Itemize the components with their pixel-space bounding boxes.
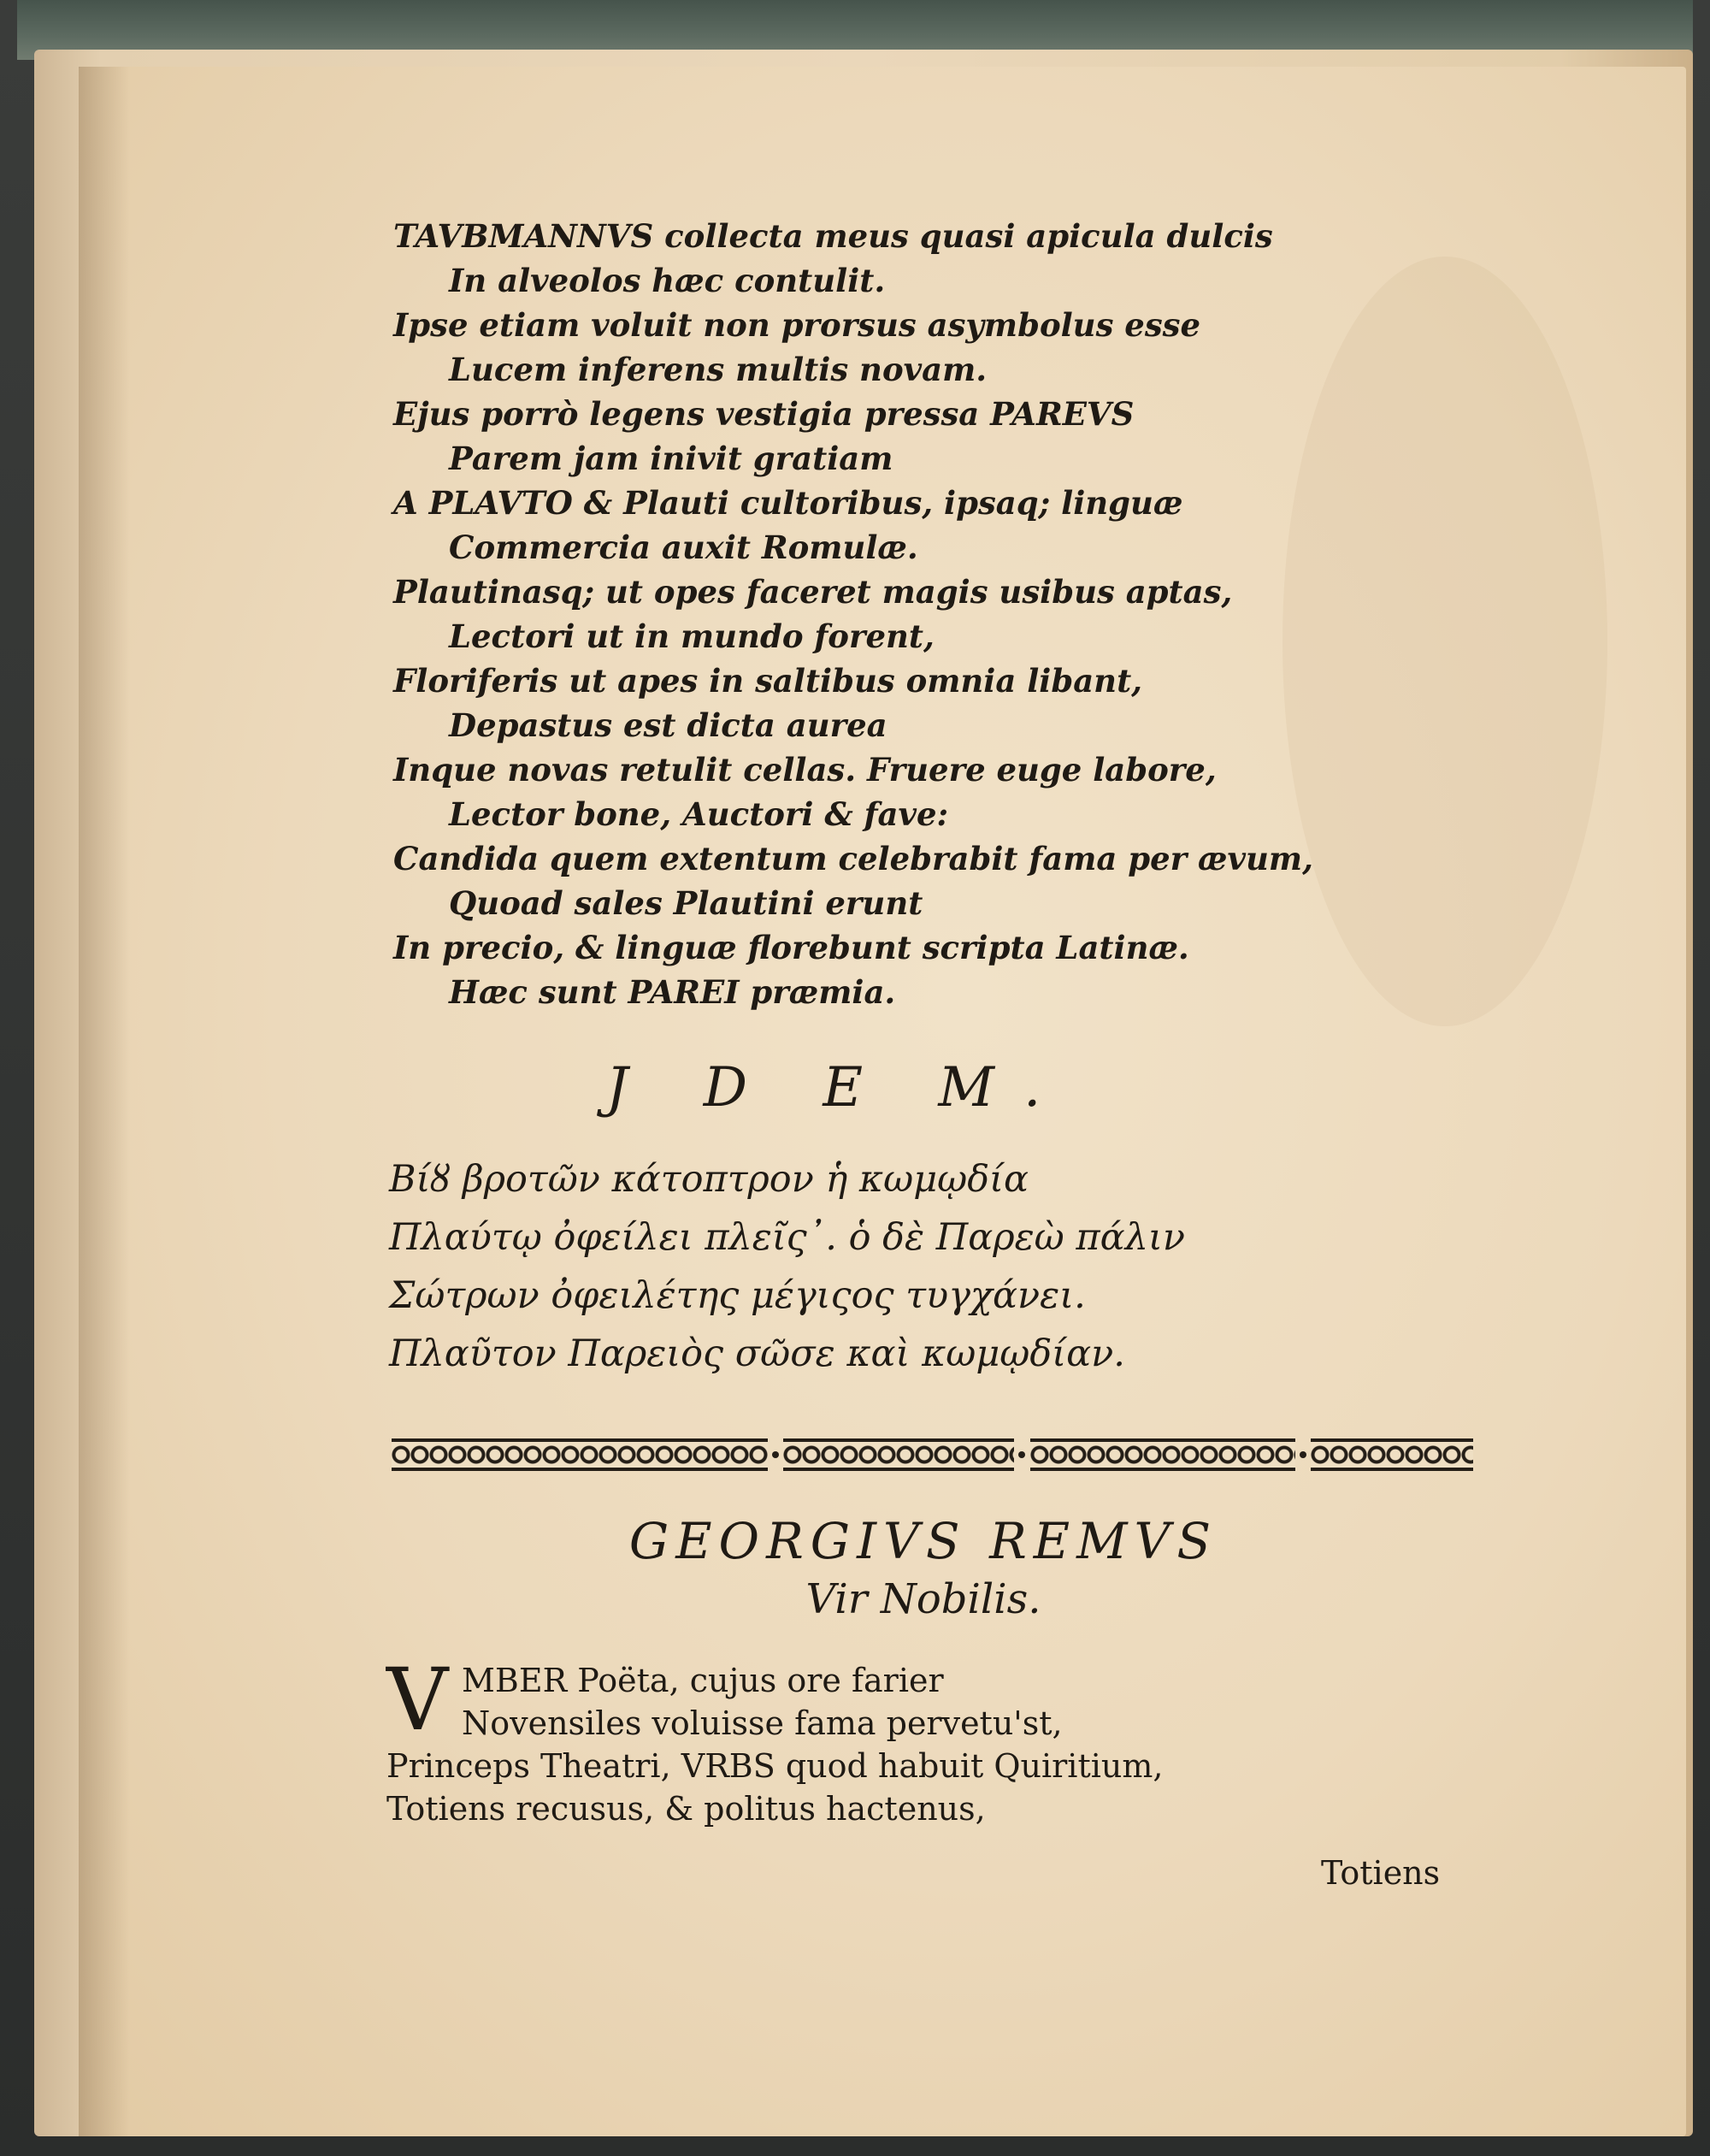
greek-line: Πλαῦτον Παρειὸς σῶσε καὶ κωμῳδίαν.	[389, 1332, 1125, 1375]
poem-line: Commercia auxit Romulæ.	[449, 529, 918, 566]
poem-line: Plautinasq; ut opes faceret magis usibus aptas,	[393, 573, 1233, 611]
catchword: Totiens	[1321, 1854, 1441, 1892]
ornamental-divider	[392, 1437, 1473, 1473]
poem-line: Hæc sunt PAREI præmia.	[449, 973, 896, 1011]
idem-heading: J D E M.	[605, 1056, 1070, 1119]
greek-line: Βίȣ βροτῶν κάτοπτρον ἡ κωμῳδία	[389, 1158, 1029, 1201]
latin-poem	[393, 214, 1313, 1014]
poem-line: Candida quem extentum celebrabit fama per ævum,	[393, 840, 1313, 877]
poem-line: Ejus porrò legens vestigia pressa PAREVS	[393, 395, 1135, 433]
ornament-dot	[772, 1451, 779, 1458]
poem-line: Parem jam inivit gratiam	[449, 440, 893, 477]
greek-line: Σώτρων ὀφειλέτης μέγιςος τυγχάνει.	[389, 1274, 1086, 1317]
ornament-band	[783, 1438, 1014, 1471]
author-subtitle: Vir Nobilis.	[805, 1575, 1041, 1623]
poem-line: Novensiles voluisse fama pervetu'st,	[462, 1704, 1063, 1742]
poem-line: Princeps Theatri, VRBS quod habuit Quiritium,	[386, 1747, 1164, 1785]
greek-epigram	[389, 1150, 1330, 1383]
author-name: GEORGIVS REMVS	[628, 1512, 1218, 1570]
paper-stain	[1282, 257, 1607, 1026]
author-heading	[513, 1509, 1334, 1626]
poem-line: A PLAVTO & Plauti cultoribus, ipsaq; linguæ	[393, 484, 1183, 522]
poem-line: Quoad sales Plautini erunt	[449, 884, 923, 922]
ornament-band	[1311, 1438, 1473, 1471]
poem-line: Lectori ut in mundo forent,	[449, 617, 935, 655]
poem-line: Inque novas retulit cellas. Fruere euge labore,	[393, 751, 1217, 789]
poem-line: Totiens recusus, & politus hactenus,	[386, 1790, 986, 1828]
drop-cap: V	[386, 1650, 449, 1750]
roman-poem	[386, 1650, 1241, 1830]
poem-line: TAVBMANNVS collecta meus quasi apicula dulcis	[393, 217, 1273, 255]
ornament-dot	[1018, 1451, 1025, 1458]
poem-line: Floriferis ut apes in saltibus omnia libant,	[393, 662, 1143, 700]
greek-line: Πλαύτῳ ὀφείλει πλεῖς᾽. ὁ δὲ Παρεὼ πάλιν	[389, 1216, 1185, 1259]
gutter-shadow	[79, 67, 130, 2136]
poem-line: Depastus est dicta aurea	[449, 706, 887, 744]
poem-line: In precio, & linguæ florebunt scripta Latinæ.	[393, 929, 1189, 966]
poem-line: Lector bone, Auctori & fave:	[449, 795, 949, 833]
poem-line: MBER Poëta, cujus ore farier	[462, 1662, 944, 1699]
ornament-dot	[1300, 1451, 1306, 1458]
poem-line: In alveolos hæc contulit.	[449, 262, 886, 299]
poem-line: Lucem inferens multis novam.	[449, 351, 988, 388]
poem-line: Ipse etiam voluit non prorsus asymbolus esse	[393, 306, 1201, 344]
ornament-band	[1030, 1438, 1295, 1471]
ornament-band	[392, 1438, 768, 1471]
